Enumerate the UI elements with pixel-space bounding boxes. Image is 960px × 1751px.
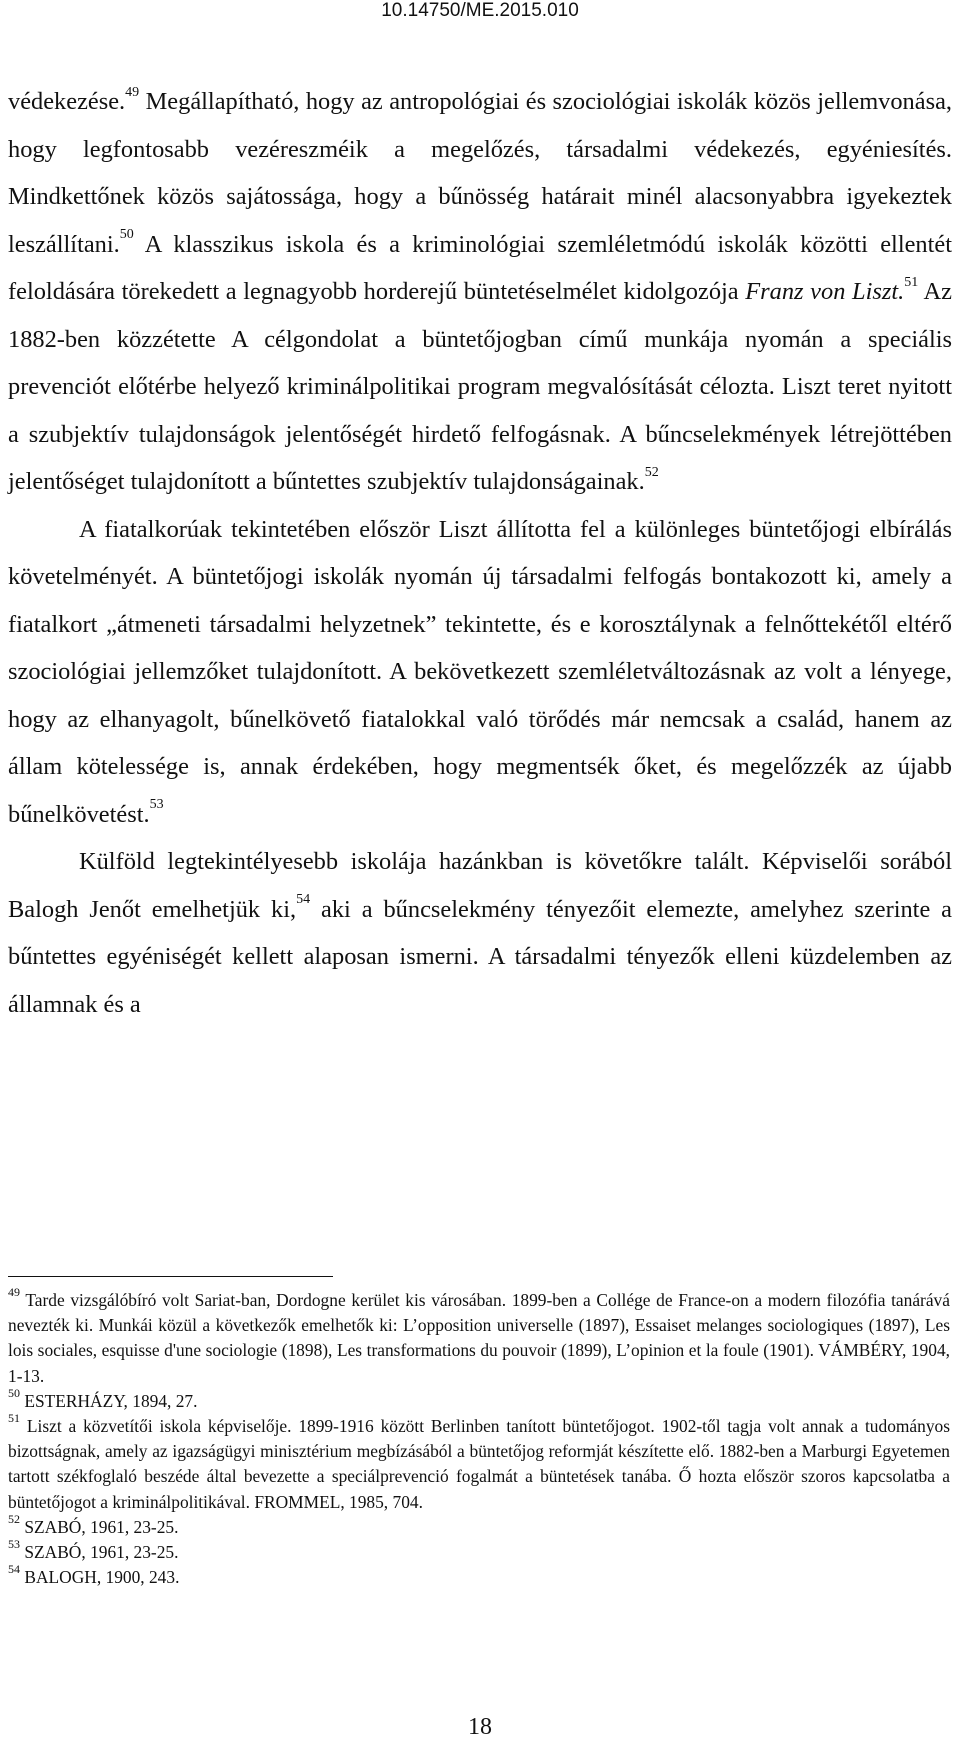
- footnote-51: [8, 1411, 950, 1515]
- footnote-ref-51[interactable]: 51: [904, 274, 919, 290]
- body-text: [8, 78, 952, 1028]
- doi-header: 10.14750/ME.2015.010: [381, 0, 579, 21]
- footnote-text: SZABÓ, 1961, 23-25.: [24, 1516, 179, 1537]
- footnote-ref-50[interactable]: 50: [119, 227, 134, 243]
- text: aki a bűncselekmény tényezőit elemezte, amelyhez szerinte a bűntettes egyéniségét kellett alaposan ismerni. A társadalmi tényezők elleni küzdelemben az államnak és a: [8, 895, 953, 1018]
- footnote-52: [8, 1512, 950, 1540]
- page-number: 18: [468, 1714, 492, 1740]
- footnote-number: 49: [8, 1285, 20, 1300]
- footnote-number: 52: [8, 1512, 20, 1527]
- paragraph-2: [8, 506, 952, 839]
- footnote-number: 54: [8, 1562, 20, 1577]
- footnote-number: 51: [8, 1411, 20, 1426]
- text: Külföld legtekintélyesebb iskolája hazánkban is követőkre talált. Képviselői sorából Balogh Jenőt emelhetjük ki,: [8, 848, 952, 923]
- footnote-number: 53: [8, 1537, 20, 1552]
- text: A klasszikus iskola és a kriminológiai szemléletmódú iskolák közötti ellentét feloldására törekedett a legnagyobb horderejű büntetéselmélet kidolgozója: [8, 230, 952, 305]
- text: Az 1882-ben közzétette A célgondolat a büntetőjogban című munkája nyomán a speciális prevenciót előtérbe helyező kriminálpolitikai program megvalósítását célozta. Liszt teret nyitott a szubjektív tulajdonságok jelentőségét hirdető felfogásnak. A bűncselekmények létrejöttében jelentőséget tulajdonított a bűntettes szubjektív tulajdonságainak.: [8, 278, 952, 495]
- footnote-text: Tarde vizsgálóbíró volt Sariat-ban, Dordogne kerület kis városában. 1899-ben a Collége de France-on a modern filozófia tanárává nevezték ki. Munkái közül a következők emelhetők ki: L’opposition universelle (1897), Essaiset melanges sociologiques (1897), Les lois sociales, esquisse d'une sociologie (1898), Les transformations du pouvoir (1899), L’opinion et la foule (1901). VÁMBÉRY, 1904, 1-13.: [8, 1290, 950, 1386]
- footnote-number: 50: [8, 1386, 20, 1401]
- footnote-ref-52[interactable]: 52: [644, 464, 659, 480]
- footnote-54: [8, 1562, 950, 1590]
- footnote-50: [8, 1386, 950, 1414]
- paragraph-1: [8, 78, 952, 506]
- footnote-text: ESTERHÁZY, 1894, 27.: [24, 1390, 198, 1411]
- footnote-ref-54[interactable]: 54: [296, 892, 311, 908]
- text: A fiatalkorúak tekintetében először Liszt állította fel a különleges büntetőjogi elbírálás követelményét. A büntetőjogi iskolák nyomán új társadalmi felfogás bontakozott ki, amely a fiatalkort „átmeneti társadalmi helyzetnek” tekintette, és e korosztálynak a felnőttekétől eltérő szociológiai jellemzőket tulajdonított. A bekövetkezett szemléletváltozásnak az volt a lényege, hogy az elhanyagolt, bűnelkövető fiatalokkal való törődés már nemcsak a család, hanem az állam kötelessége is, annak érdekében, hogy megmentsék őket, és megelőzzék az újabb bűnelkövetést.: [8, 515, 952, 828]
- footnote-ref-53[interactable]: 53: [149, 797, 164, 813]
- text: védekezése.: [8, 88, 126, 115]
- name-italic: Franz von Liszt.: [745, 278, 905, 305]
- footnote-text: Liszt a közvetítői iskola képviselője. 1899-1916 között Berlinben tanított büntetőjogot. 1902-től tagja volt annak a tudományos bizottságnak, amely az igazságügyi minisztérium megbízásából a büntetőjog reformját készítette elő. 1882-ben a Marburgi Egyetemen tartott székfoglaló beszéde által bevezette a speciálprevenció fogalmát a büntetések tanába. Ő hozta először szoros kapcsolatba a büntetőjogot a kriminálpolitikával. FROMMEL, 1985, 704.: [8, 1416, 950, 1512]
- footnotes: [8, 1285, 950, 1590]
- footnote-49: [8, 1285, 950, 1389]
- footnote-text: BALOGH, 1900, 243.: [24, 1567, 180, 1588]
- footnote-separator: [8, 1276, 333, 1277]
- text: Megállapítható, hogy az antropológiai és szociológiai iskolák közös jellemvonása, hogy legfontosabb vezéreszméik a megelőzés, társadalmi védekezés, egyéniesítés. Mindkettőnek közös sajátossága, hogy a bűnösség határait minél alacsonyabbra igyekeztek leszállítani.: [8, 88, 952, 258]
- footnote-53: [8, 1537, 950, 1565]
- footnote-ref-49[interactable]: 49: [125, 84, 140, 100]
- paragraph-3: [8, 838, 952, 1028]
- footnote-text: SZABÓ, 1961, 23-25.: [24, 1542, 179, 1563]
